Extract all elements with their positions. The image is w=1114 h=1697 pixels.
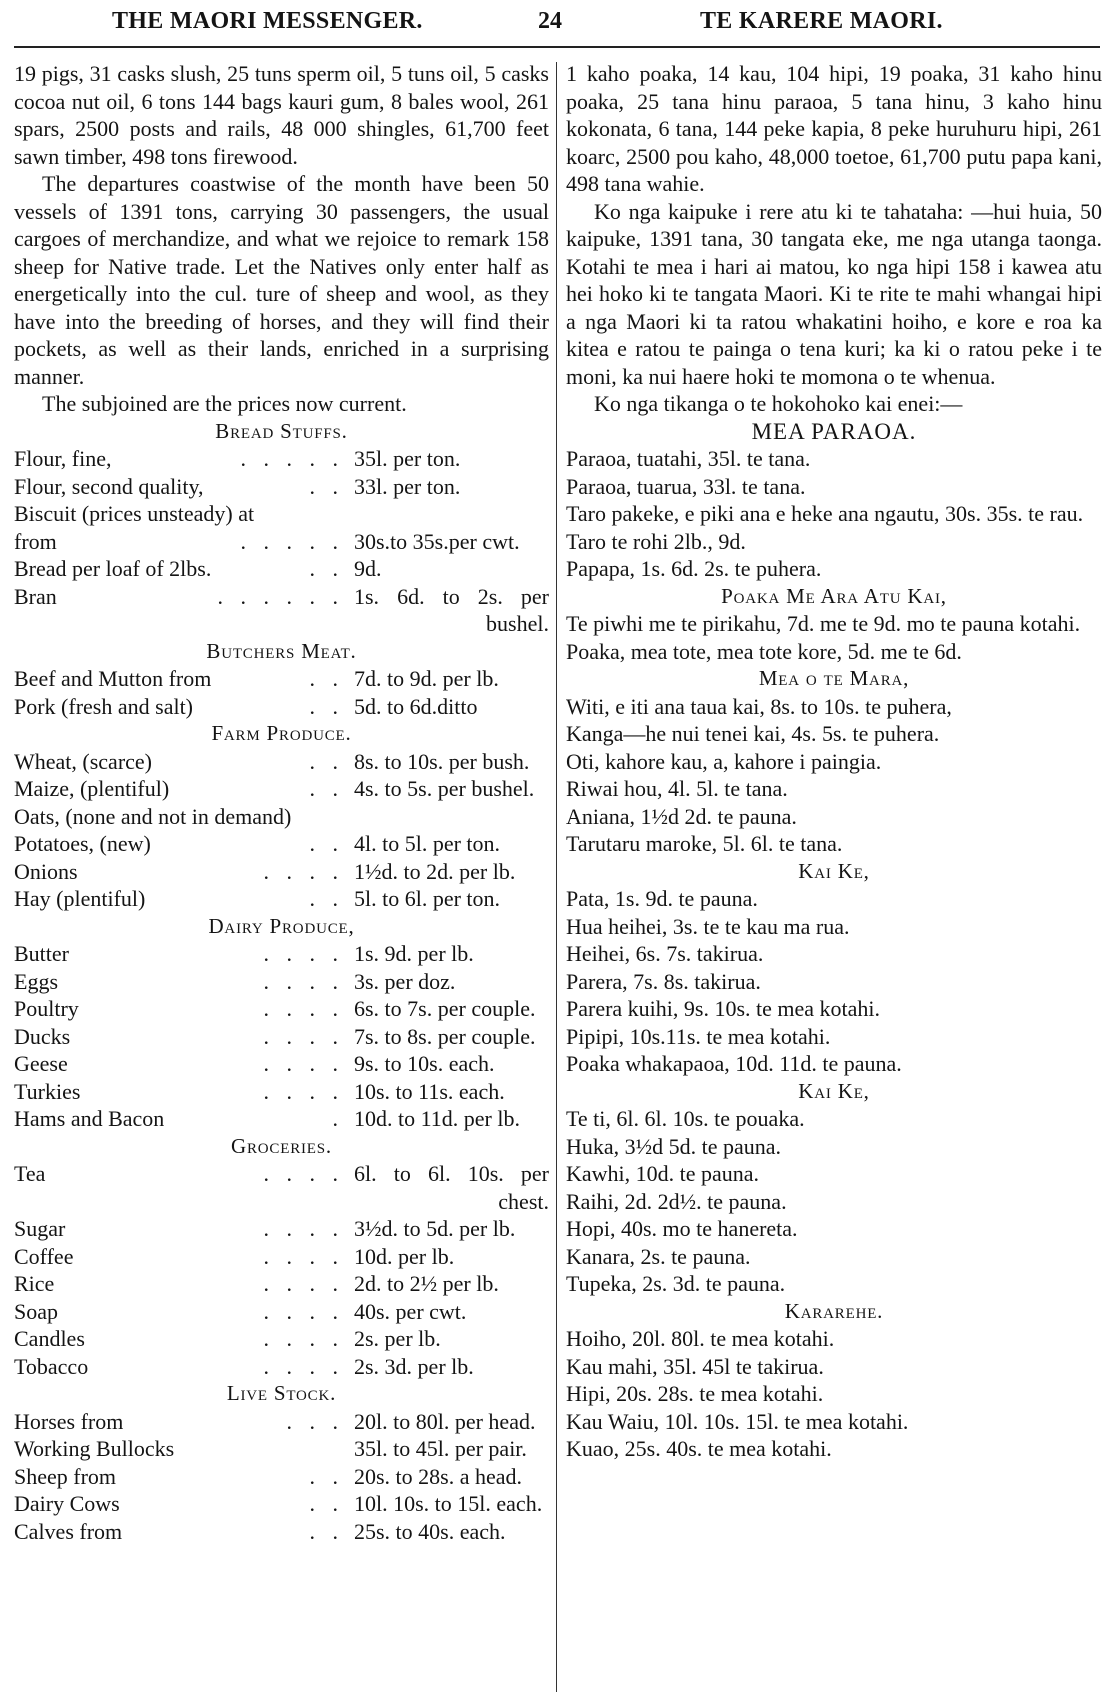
- price-item: Soap: [14, 1298, 58, 1324]
- price-value: 5l. to 6l. per ton.: [354, 886, 501, 911]
- price-line: Kau mahi, 35l. 45l te takirua.: [566, 1353, 824, 1379]
- header-maori-title: TE KARERE MAORI.: [700, 8, 943, 34]
- leader-dots: . . . .: [263, 996, 344, 1021]
- price-item: Eggs: [14, 968, 58, 994]
- price-item: Rice: [14, 1271, 55, 1296]
- price-value: 3½d. to 5d. per lb.: [354, 1216, 516, 1241]
- page-number: 24: [538, 8, 562, 34]
- price-line: Witi, e iti ana taua kai, 8s. to 10s. te puhera,: [566, 693, 952, 719]
- price-section-heading: Dairy Produce,: [208, 913, 355, 938]
- column-divider: [556, 62, 557, 1692]
- english-column: [14, 60, 549, 1545]
- price-row: [14, 500, 549, 528]
- price-row: [14, 473, 549, 501]
- leader-dots: . . . .: [263, 1023, 344, 1049]
- price-line: Poaka, mea tote, mea tote kore, 5d. me te 6d.: [566, 638, 962, 664]
- price-section-heading: Live Stock.: [226, 1381, 337, 1405]
- leader-dots: . .: [309, 693, 344, 719]
- price-line: Pipipi, 10s.11s. te mea kotahi.: [566, 1023, 831, 1049]
- price-item: Calves from: [14, 1518, 123, 1544]
- leader-dots: . . . . . .: [217, 583, 344, 609]
- price-item: Tobacco: [14, 1353, 89, 1379]
- price-item: Dairy Cows: [14, 1491, 120, 1516]
- price-value: 2s. per lb.: [354, 1326, 441, 1351]
- price-row: [14, 1408, 549, 1436]
- price-value: 33l. per ton.: [354, 473, 461, 499]
- price-section-heading: Kai Ke,: [798, 1078, 870, 1103]
- leader-dots: . .: [309, 666, 344, 691]
- price-row: [14, 1270, 549, 1298]
- english-paragraph-prices-intro: The subjoined are the prices now current.: [42, 391, 407, 416]
- price-item: Butter: [14, 941, 69, 966]
- price-item: Maize, (plentiful): [14, 776, 170, 801]
- price-line: Kau Waiu, 10l. 10s. 15l. te mea kotahi.: [566, 1408, 909, 1434]
- price-item: Wheat, (scarce): [14, 748, 153, 774]
- price-row: [14, 528, 549, 556]
- price-line: Kuao, 25s. 40s. te mea kotahi.: [566, 1436, 832, 1461]
- price-value: 1½d. to 2d. per lb.: [354, 858, 516, 884]
- price-line: Taro pakeke, e piki ana e heke ana ngautu, 30s. 35s. te rau.: [566, 501, 1084, 526]
- maori-price-list: [566, 418, 1102, 1463]
- price-line: Taro te rohi 2lb., 9d.: [566, 528, 746, 554]
- price-line: Parera kuihi, 9s. 10s. te mea kotahi.: [566, 996, 881, 1021]
- english-paragraph-departures: The departures coastwise of the month have been 50 vessels of 1391 tons, carrying 30 passengers, the usual cargoes of merchandize, and what we rejoice to remark 158 sheep for Native trade. Let the Natives only enter half as energetically into the cul. ture of sheep and wool, as they have into the breeding of horses, and they will find their pockets, as well as their lands, enriched in a surprising manner.: [14, 171, 549, 389]
- price-section-heading: Groceries.: [231, 1133, 332, 1158]
- price-value: 35l. to 45l. per pair.: [354, 1436, 527, 1461]
- price-row: [14, 1463, 549, 1491]
- price-line: Tarutaru maroke, 5l. 6l. te tana.: [566, 831, 843, 856]
- price-item: Working Bullocks: [14, 1436, 175, 1461]
- price-item: Ducks: [14, 1023, 71, 1049]
- price-line: Oti, kahore kau, a, kahore i paingia.: [566, 748, 882, 774]
- price-item: Sugar: [14, 1216, 66, 1241]
- price-row: [14, 555, 549, 583]
- price-section-heading: Kararehe.: [784, 1298, 884, 1323]
- price-line: Te piwhi me te pirikahu, 7d. me te 9d. mo te pauna kotahi.: [566, 611, 1081, 636]
- english-paragraph-exports: 19 pigs, 31 casks slush, 25 tuns sperm oil, 5 tuns oil, 5 casks cocoa nut oil, 6 tons 144 bags kauri gum, 8 bales wool, 261 spars, 2500 posts and rails, 48 000 shingles, 61,700 feet sawn timber, 498 tons firewood.: [14, 61, 549, 169]
- header-rule: [14, 46, 1100, 48]
- price-row: [14, 968, 549, 996]
- price-section-heading: Butchers Meat.: [206, 638, 357, 663]
- price-row: [14, 1435, 549, 1463]
- leader-dots: . . . .: [263, 1353, 344, 1379]
- leader-dots: . . . .: [263, 858, 344, 884]
- leader-dots: . .: [309, 556, 344, 581]
- leader-dots: . . . .: [263, 1298, 344, 1324]
- price-row: [14, 858, 549, 886]
- price-row: [14, 1078, 549, 1106]
- price-item: Turkies: [14, 1078, 81, 1104]
- price-value: 10d. per lb.: [354, 1243, 455, 1269]
- price-row: [14, 1105, 549, 1133]
- price-item: Flour, fine,: [14, 446, 112, 471]
- price-item: Beef and Mutton from: [14, 666, 212, 691]
- leader-dots: . . . .: [263, 1051, 344, 1076]
- price-value: 10l. 10s. to 15l. each.: [354, 1491, 543, 1516]
- price-section-heading: Bread Stuffs.: [215, 418, 348, 443]
- price-item: Bran: [14, 583, 57, 609]
- price-line: Te ti, 6l. 6l. 10s. te pouaka.: [566, 1106, 805, 1131]
- price-line: Hopi, 40s. mo te hanereta.: [566, 1216, 798, 1241]
- maori-paragraph-prices-intro: Ko nga tikanga o te hokohoko kai enei:—: [594, 391, 963, 416]
- price-item: Candles: [14, 1326, 85, 1351]
- price-item: Flour, second quality,: [14, 473, 204, 499]
- running-header: [0, 0, 1114, 44]
- price-row: [14, 1050, 549, 1078]
- price-item: Poultry: [14, 996, 79, 1021]
- maori-paragraph-departures: Ko nga kaipuke i rere atu ki te tahataha: —hui huia, 50 kaipuke, 1391 tana, 30 tangata eke, me nga utanga taonga. Kotahi te mea i hari ai matou, ko nga hipi 158 i kawea atu hei hoko ki te tangata Maori. Ki te rite te mahi whangai hipi a nga Maori ki ta ratou whakatini hoiho, e kore e roa ka kitea e ratou te painga o tena kuri; ka ki o ratou peke i te moni, ka nui haere hoki te momona o te whenua.: [566, 198, 1102, 389]
- price-value: 7s. to 8s. per couple.: [354, 1023, 536, 1049]
- price-row: [14, 1518, 549, 1546]
- price-item: Bread per loaf of 2lbs.: [14, 556, 212, 581]
- price-item: Hams and Bacon: [14, 1106, 165, 1131]
- price-value: 1s. 9d. per lb.: [354, 941, 474, 966]
- price-row: [14, 748, 549, 776]
- leader-dots: . .: [309, 748, 344, 774]
- price-value: 2d. to 2½ per lb.: [354, 1271, 499, 1296]
- price-item: Tea: [14, 1161, 46, 1186]
- leader-dots: . . . .: [263, 1078, 344, 1104]
- leader-dots: . . . . .: [240, 446, 344, 471]
- leader-dots: . .: [309, 1463, 344, 1489]
- price-row: [14, 775, 549, 803]
- price-line: Aniana, 1½d 2d. te pauna.: [566, 803, 797, 829]
- price-item: Biscuit (prices unsteady) at: [14, 501, 255, 526]
- price-line: Hoiho, 20l. 80l. te mea kotahi.: [566, 1326, 835, 1351]
- leader-dots: . . . .: [263, 1161, 344, 1186]
- price-item: Sheep from: [14, 1463, 117, 1489]
- price-row: [14, 1243, 549, 1271]
- leader-dots: . . . .: [263, 1216, 344, 1241]
- price-value: 6l. to 6l. 10s. per chest.: [354, 1161, 549, 1214]
- price-value: 10s. to 11s. each.: [354, 1078, 505, 1104]
- price-item: Hay (plentiful): [14, 886, 146, 911]
- price-value: 7d. to 9d. per lb.: [354, 666, 499, 691]
- price-line: Kanga—he nui tenei kai, 4s. 5s. te puhera.: [566, 721, 940, 746]
- price-value: 20l. to 80l. per head.: [354, 1408, 536, 1434]
- header-english-title: THE MAORI MESSENGER.: [112, 8, 423, 34]
- price-line: Poaka whakapaoa, 10d. 11d. te pauna.: [566, 1051, 902, 1076]
- price-section-heading: Poaka Me Ara Atu Kai,: [721, 583, 947, 608]
- price-line: Hua heihei, 3s. te te kau ma rua.: [566, 913, 850, 939]
- leader-dots: . . . .: [263, 1243, 344, 1269]
- price-value: 20s. to 28s. a head.: [354, 1463, 523, 1489]
- price-value: 40s. per cwt.: [354, 1298, 467, 1324]
- price-section-heading: MEA PARAOA.: [751, 418, 917, 444]
- price-value: 3s. per doz.: [354, 968, 456, 994]
- price-section-heading: Farm Produce.: [211, 721, 352, 745]
- price-value: 9d.: [354, 556, 382, 581]
- price-line: Heihei, 6s. 7s. takirua.: [566, 941, 764, 966]
- price-line: Parera, 7s. 8s. takirua.: [566, 968, 761, 994]
- price-value: 30s.to 35s.per cwt.: [354, 528, 520, 554]
- leader-dots: . .: [309, 831, 344, 856]
- price-line: Papapa, 1s. 6d. 2s. te puhera.: [566, 556, 822, 581]
- price-row: [14, 1353, 549, 1381]
- price-row: [14, 885, 549, 913]
- leader-dots: . .: [309, 776, 344, 801]
- price-value: 2s. 3d. per lb.: [354, 1353, 474, 1379]
- price-row: [14, 693, 549, 721]
- price-row: [14, 445, 549, 473]
- price-value: 4l. to 5l. per ton.: [354, 831, 501, 856]
- price-value: 9s. to 10s. each.: [354, 1051, 495, 1076]
- price-item: Coffee: [14, 1243, 74, 1269]
- price-value: 1s. 6d. to 2s. per bushel.: [354, 583, 549, 636]
- english-price-list: [14, 418, 549, 1546]
- price-row: [14, 1215, 549, 1243]
- maori-column: [566, 60, 1102, 1463]
- price-row: [14, 1298, 549, 1326]
- leader-dots: .: [332, 1106, 344, 1131]
- price-value: 35l. per ton.: [354, 446, 461, 471]
- leader-dots: . . .: [286, 1408, 344, 1434]
- leader-dots: . .: [309, 1491, 344, 1516]
- price-row: [14, 830, 549, 858]
- price-value: 5d. to 6d.ditto: [354, 693, 478, 719]
- price-value: 8s. to 10s. per bush.: [354, 748, 530, 774]
- price-row: [14, 1160, 549, 1215]
- leader-dots: . . . . .: [240, 528, 344, 554]
- price-value: 4s. to 5s. per bushel.: [354, 776, 535, 801]
- price-line: Pata, 1s. 9d. te pauna.: [566, 886, 758, 911]
- price-line: Paraoa, tuarua, 33l. te tana.: [566, 473, 806, 499]
- price-item: Geese: [14, 1051, 68, 1076]
- price-value: 6s. to 7s. per couple.: [354, 996, 536, 1021]
- price-line: Huka, 3½d 5d. te pauna.: [566, 1133, 782, 1159]
- leader-dots: . .: [309, 1518, 344, 1544]
- price-line: Paraoa, tuatahi, 35l. te tana.: [566, 446, 811, 471]
- price-row: [14, 1325, 549, 1353]
- price-row: [14, 803, 549, 831]
- leader-dots: . . . .: [263, 1326, 344, 1351]
- price-item: Potatoes, (new): [14, 831, 151, 856]
- price-item: Horses from: [14, 1408, 124, 1434]
- leader-dots: . . . .: [263, 1271, 344, 1296]
- maori-paragraph-exports: 1 kaho poaka, 14 kau, 104 hipi, 19 poaka, 31 kaho hinu poaka, 25 tana hinu paraoa, 5 tana hinu, 3 kaho hinu kokonata, 6 tana, 144 peke kapia, 8 peke huruhuru hipi, 261 koarc, 2500 pou kaho, 48,000 toetoe, 61,700 putu papa kani, 498 tana wahie.: [566, 61, 1102, 196]
- price-row: [14, 665, 549, 693]
- price-line: Hipi, 20s. 28s. te mea kotahi.: [566, 1381, 824, 1406]
- price-line: Kanara, 2s. te pauna.: [566, 1243, 751, 1269]
- price-line: Raihi, 2d. 2d½. te pauna.: [566, 1188, 787, 1214]
- price-row: [14, 940, 549, 968]
- price-section-heading: Mea o te Mara,: [758, 666, 910, 690]
- price-row: [14, 995, 549, 1023]
- price-line: Tupeka, 2s. 3d. te pauna.: [566, 1271, 786, 1296]
- price-value: 10d. to 11d. per lb.: [354, 1106, 520, 1131]
- leader-dots: . . . .: [263, 968, 344, 994]
- price-item: Oats, (none and not in demand): [14, 803, 292, 829]
- leader-dots: . .: [309, 473, 344, 499]
- price-row: [14, 583, 549, 638]
- price-value: 25s. to 40s. each.: [354, 1518, 506, 1544]
- leader-dots: . . . .: [263, 941, 344, 966]
- price-section-heading: Kai Ke,: [798, 858, 870, 883]
- price-item: Pork (fresh and salt): [14, 693, 194, 719]
- price-line: Kawhi, 10d. te pauna.: [566, 1161, 760, 1186]
- leader-dots: . .: [309, 886, 344, 911]
- price-line: Riwai hou, 4l. 5l. te tana.: [566, 776, 788, 801]
- price-item: from: [14, 528, 57, 554]
- price-item: Onions: [14, 858, 78, 884]
- price-row: [14, 1490, 549, 1518]
- price-row: [14, 1023, 549, 1051]
